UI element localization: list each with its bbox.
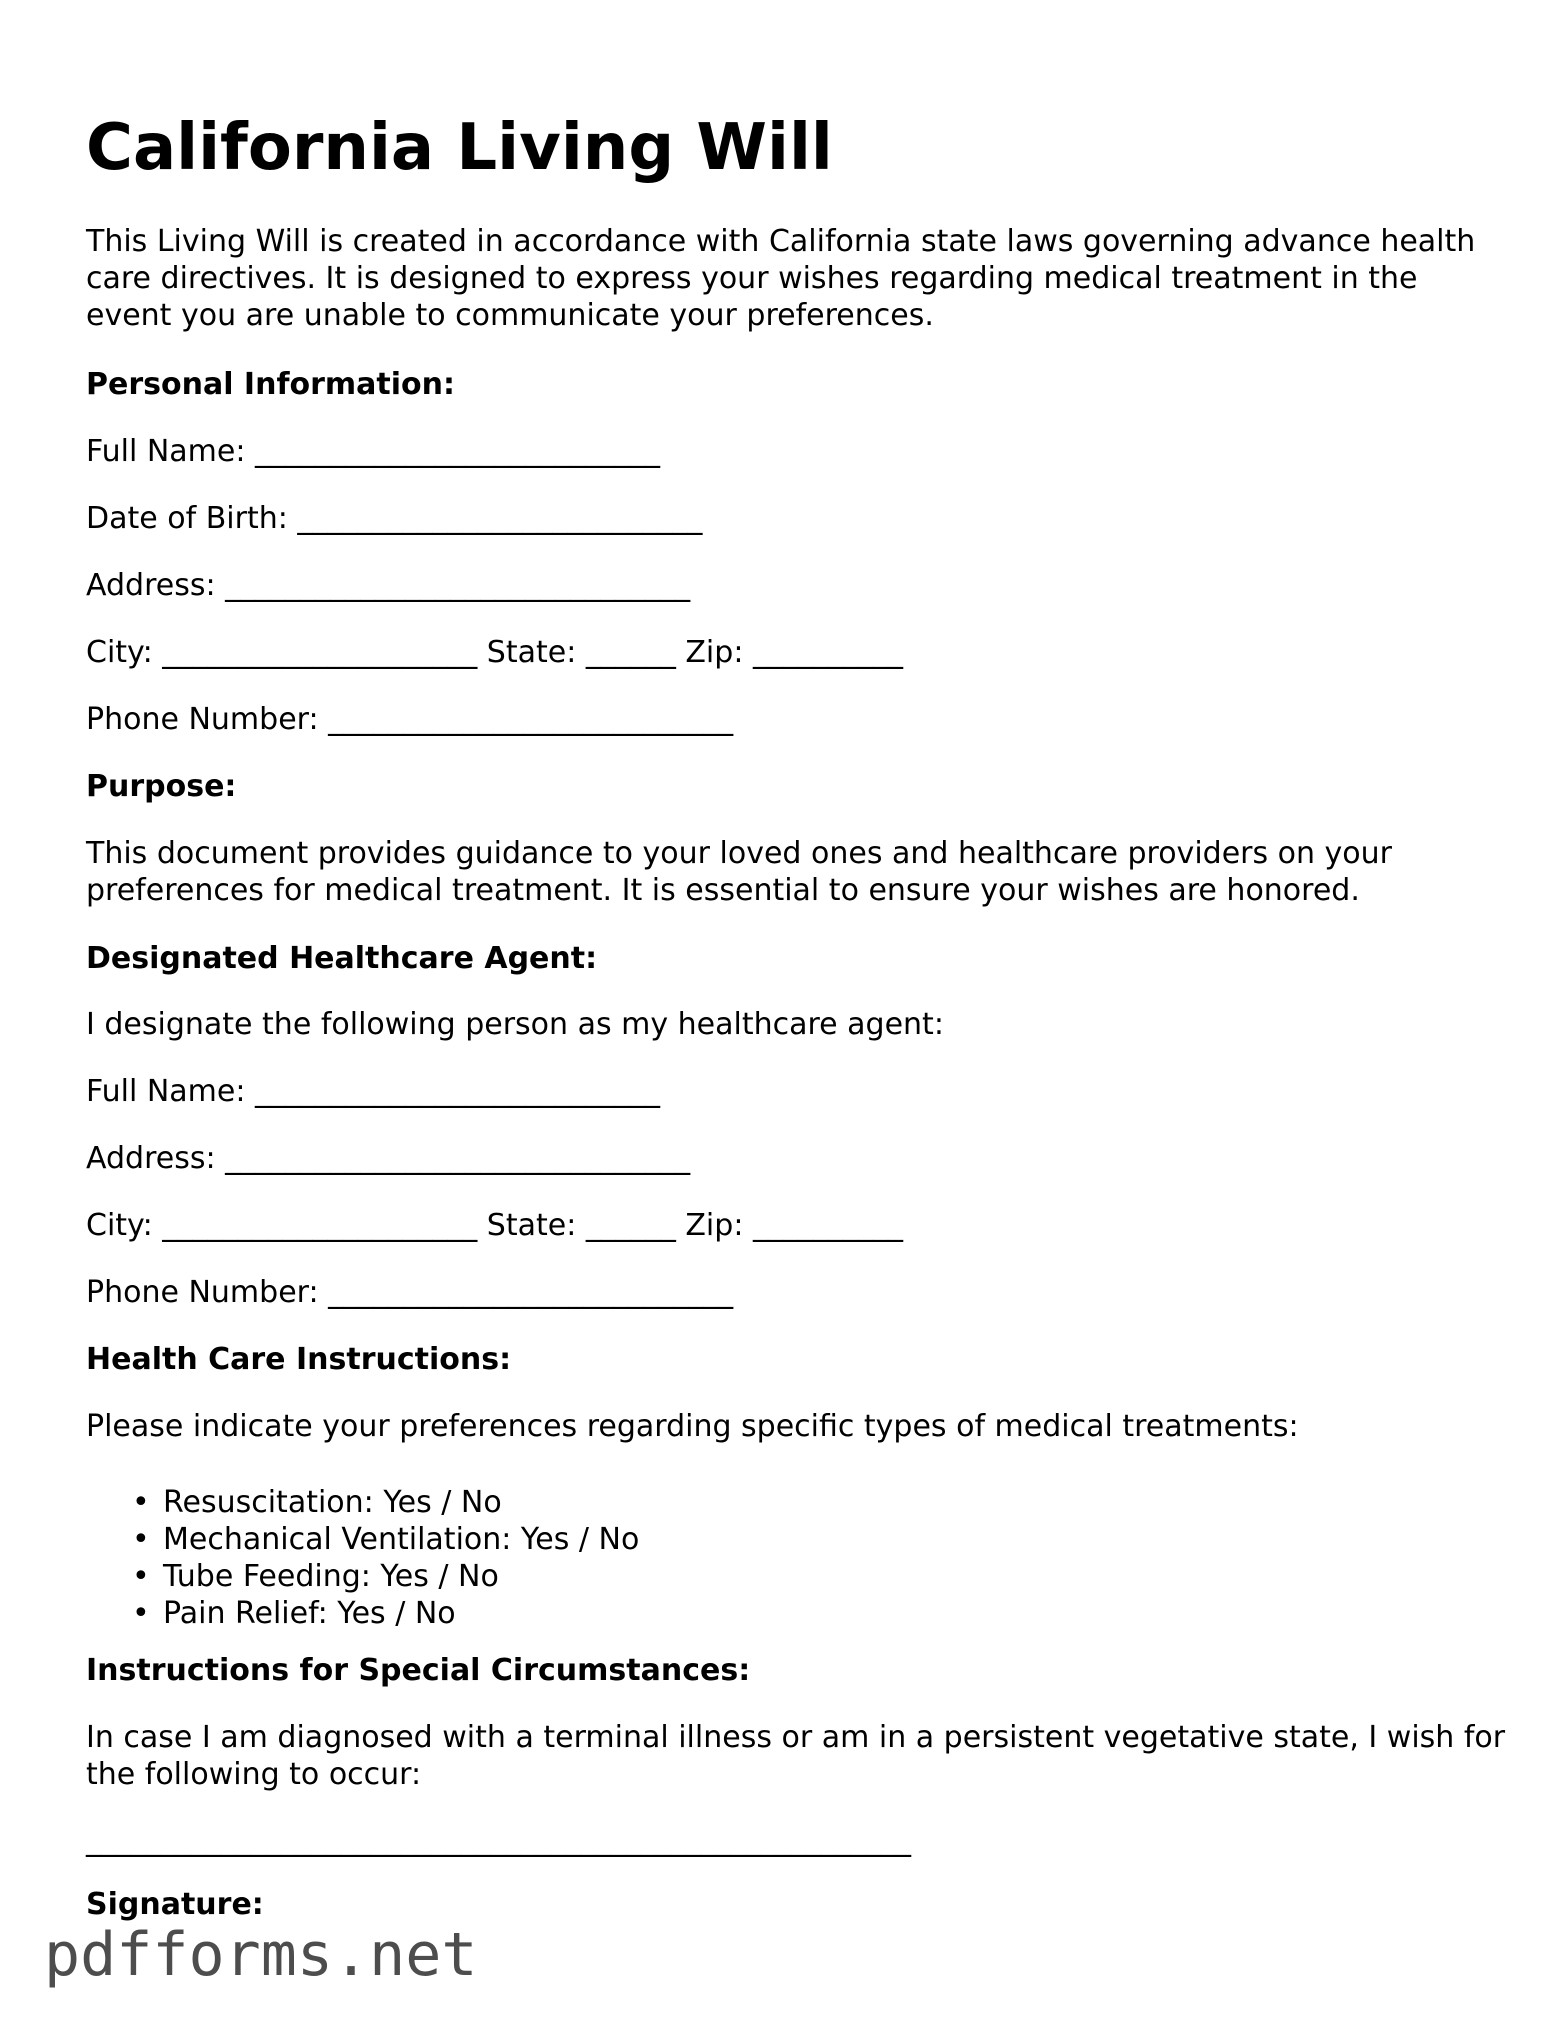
- bullet-icon: •: [132, 1596, 150, 1631]
- list-item[interactable]: [86, 1595, 639, 1632]
- list-item[interactable]: [86, 1484, 639, 1521]
- document-title: California Living Will: [86, 111, 833, 185]
- list-item[interactable]: [86, 1521, 639, 1558]
- treatment-item-pain-relief: Pain Relief: Yes / No: [163, 1596, 456, 1631]
- purpose-paragraph: This document provides guidance to your loved ones and healthcare providers on your preferences for medical treatment. It is essential to ensure your wishes are honored.: [86, 836, 1393, 908]
- agent-full-name-field[interactable]: Full Name: ___________________________: [86, 1074, 660, 1109]
- treatment-item-tube-feeding: Tube Feeding: Yes / No: [163, 1559, 499, 1594]
- instructions-heading: Health Care Instructions:: [86, 1342, 512, 1377]
- personal-dob-field[interactable]: Date of Birth: ___________________________: [86, 501, 703, 536]
- purpose-heading: Purpose:: [86, 769, 237, 804]
- personal-city-state-zip-field[interactable]: City: _____________________ State: ______ Zip: __________: [86, 635, 903, 670]
- special-circumstances-paragraph: In case I am diagnosed with a terminal illness or am in a persistent vegetative state, I wish for the following to occur:: [86, 1720, 1506, 1792]
- bullet-icon: •: [132, 1559, 150, 1594]
- agent-heading: Designated Healthcare Agent:: [86, 941, 598, 976]
- bullet-icon: •: [132, 1522, 150, 1557]
- personal-info-heading: Personal Information:: [86, 367, 455, 402]
- agent-city-state-zip-field[interactable]: City: _____________________ State: ______ Zip: __________: [86, 1208, 903, 1243]
- agent-phone-field[interactable]: Phone Number: ___________________________: [86, 1275, 734, 1310]
- agent-intro: I designate the following person as my healthcare agent:: [86, 1007, 944, 1042]
- personal-phone-field[interactable]: Phone Number: ___________________________: [86, 702, 734, 737]
- watermark-logo: pdfforms.net: [44, 1920, 478, 1990]
- special-circumstances-heading: Instructions for Special Circumstances:: [86, 1653, 751, 1688]
- intro-paragraph: This Living Will is created in accordance with California state laws governing advance health care directives. It is designed to express your wishes regarding medical treatment in the event you are unable to communicate your preferences.: [86, 224, 1476, 333]
- list-item[interactable]: [86, 1558, 639, 1595]
- personal-address-field[interactable]: Address: _______________________________: [86, 568, 691, 603]
- special-circumstances-blank[interactable]: _______________________________________________________: [86, 1823, 911, 1858]
- agent-address-field[interactable]: Address: _______________________________: [86, 1141, 691, 1176]
- treatment-preferences-list: [86, 1484, 639, 1632]
- treatment-item-ventilation: Mechanical Ventilation: Yes / No: [163, 1522, 640, 1557]
- signature-heading: Signature:: [86, 1887, 264, 1922]
- personal-full-name-field[interactable]: Full Name: ___________________________: [86, 434, 660, 469]
- instructions-intro: Please indicate your preferences regarding specific types of medical treatments:: [86, 1409, 1299, 1444]
- bullet-icon: •: [132, 1485, 150, 1520]
- treatment-item-resuscitation: Resuscitation: Yes / No: [163, 1485, 502, 1520]
